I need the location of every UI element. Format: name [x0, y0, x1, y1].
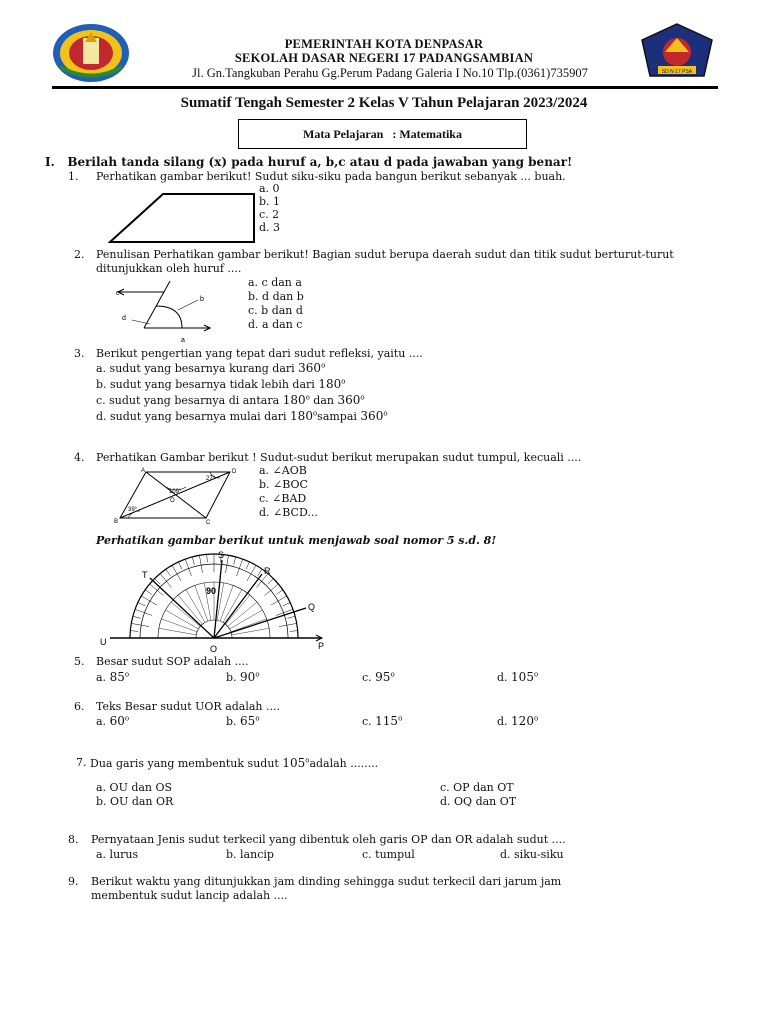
right-logo-text: SD N 17 PSA — [661, 69, 693, 75]
protractor-label-R: R — [264, 566, 271, 576]
q8-number: 8. — [68, 833, 79, 846]
q6-a-letter: a. — [96, 715, 110, 728]
q4-label-O: O — [170, 498, 175, 504]
protractor-tick — [283, 603, 290, 606]
protractor-tick — [271, 596, 287, 605]
q5-d-degree: o — [533, 670, 539, 679]
subject-box — [238, 119, 527, 149]
protractor-tick — [131, 623, 149, 626]
q3-b-value: 180 — [318, 377, 342, 391]
q5-number: 5. — [74, 655, 85, 668]
q2-angle-figure — [110, 276, 215, 344]
q6-d-letter: d. — [497, 715, 512, 728]
q6-b-letter: b. — [226, 715, 241, 728]
q4-label-D: D — [232, 469, 237, 475]
q7-text — [90, 756, 378, 770]
q6-option-a[interactable] — [96, 714, 129, 728]
protractor-label-U: U — [100, 637, 107, 647]
q6-text: Teks Besar sudut UOR adalah .... — [96, 700, 280, 713]
q5-a-degree: o — [124, 670, 130, 679]
q2-option-a[interactable]: a. c dan a — [248, 276, 302, 289]
protractor-instruction: Perhatikan gambar berikut untuk menjawab soal nomor 5 s.d. 8! — [96, 534, 497, 547]
q9-text-line2: membentuk sudut lancip adalah .... — [91, 889, 288, 902]
protractor-spoke — [178, 595, 202, 624]
q1-option-a[interactable]: a. 0 — [259, 182, 280, 195]
q7-number: 7. — [76, 756, 87, 769]
q3-text: Berikut pengertian yang tepat dari sudut refleksi, yaitu .... — [96, 347, 423, 360]
q7-option-a[interactable]: a. OU dan OS — [96, 781, 173, 794]
q2-option-c[interactable]: c. b dan d — [248, 304, 303, 317]
q4-option-d[interactable]: d. ∠BCD... — [259, 506, 318, 519]
protractor-spoke — [226, 595, 250, 624]
protractor-tick — [166, 569, 171, 576]
q3-c-text: c. sudut yang besarnya di antara — [96, 394, 283, 407]
q2-option-b[interactable]: b. d dan b — [248, 290, 304, 303]
q8-option-c[interactable]: c. tumpul — [362, 848, 415, 861]
q3-c-mid: dan — [309, 394, 338, 407]
q7-text-pre: Dua garis yang membentuk sudut — [90, 757, 283, 770]
header-line1: PEMERINTAH KOTA DENPASAR — [284, 37, 484, 51]
q3-c-value1: 180 — [282, 393, 306, 407]
protractor-label-S: S — [218, 550, 225, 560]
q7-value: 105 — [282, 756, 306, 770]
q8-option-a[interactable]: a. lurus — [96, 848, 139, 861]
q2-label-d: d — [122, 315, 126, 322]
q2-text-line2: ditunjukkan oleh huruf .... — [96, 262, 242, 275]
q7-degree: o — [305, 756, 310, 765]
q6-b-degree: o — [255, 714, 260, 723]
header-address: Jl. Gn.Tangkuban Perahu Gg.Perum Padang Galeria I No.10 Tlp.(0361)735907 — [192, 66, 588, 80]
q5-c-value: 95 — [375, 670, 391, 684]
q8-option-b[interactable]: b. lancip — [226, 848, 274, 861]
q4-parallelogram-figure — [110, 466, 240, 526]
protractor-tick — [179, 562, 182, 569]
protractor-label-T: T — [142, 570, 148, 580]
q6-b-value: 65 — [240, 714, 256, 728]
q7-text-post: adalah ........ — [309, 757, 379, 770]
q7-option-c[interactable]: c. OP dan OT — [440, 781, 514, 794]
protractor-tick — [276, 590, 283, 595]
q7-option-b[interactable]: b. OU dan OR — [96, 795, 174, 808]
q2-label-a: a — [181, 337, 185, 344]
q3-a-degree: o — [321, 361, 326, 370]
q5-text: Besar sudut SOP adalah .... — [96, 655, 249, 668]
protractor-label-O: O — [210, 644, 218, 654]
q3-b-degree: o — [341, 377, 346, 386]
q6-a-value: 60 — [109, 714, 125, 728]
q1-text: Perhatikan gambar berikut! Sudut siku-siku pada bangun berikut sebanyak ... buah. — [96, 170, 566, 183]
q6-d-degree: o — [533, 714, 539, 723]
q5-b-degree: o — [255, 670, 260, 679]
q3-d-value2: 360 — [360, 409, 384, 423]
q2-text-line1: Penulisan Perhatikan gambar berikut! Bagian sudut berupa daerah sudut dan titik sudut berturut-turut — [96, 248, 674, 261]
q3-d-degree2: o — [383, 409, 388, 418]
protractor-tick — [279, 623, 297, 626]
protractor-tick — [247, 565, 256, 581]
protractor-tick — [199, 555, 202, 573]
q6-option-d[interactable] — [497, 714, 538, 728]
q4-angle-109: 109° — [169, 489, 182, 495]
q3-a-value: 360 — [298, 361, 322, 375]
q4-angle-27: 27° — [206, 476, 216, 482]
q6-c-value: 115 — [375, 714, 399, 728]
protractor-tick — [133, 616, 141, 618]
q3-option-d[interactable] — [96, 409, 388, 423]
protractor-spoke — [159, 628, 196, 635]
page-title: Sumatif Tengah Semester 2 Kelas V Tahun Pelajaran 2023/2024 — [180, 95, 588, 111]
header-line2: SEKOLAH DASAR NEGERI 17 PADANGSAMBIAN — [234, 51, 534, 65]
q5-option-d[interactable] — [497, 670, 538, 684]
q1-number: 1. — [68, 170, 79, 183]
q8-option-d[interactable]: d. siku-siku — [500, 848, 564, 861]
q5-b-letter: b. — [226, 671, 241, 684]
q4-label-C: C — [206, 520, 211, 526]
q9-text-line1: Berikut waktu yang ditunjukkan jam dinding sehingga sudut terkecil dari jarum jam — [91, 875, 562, 888]
protractor-tick — [141, 596, 157, 605]
q1-option-b[interactable]: b. 1 — [259, 195, 281, 208]
protractor-label-Q: Q — [308, 602, 316, 612]
q6-a-degree: o — [124, 714, 130, 723]
protractor-tick — [192, 557, 194, 565]
q6-number: 6. — [74, 700, 85, 713]
q5-option-a[interactable] — [96, 670, 129, 684]
q4-text: Perhatikan Gambar berikut ! Sudut-sudut berikut merupakan sudut tumpul, kecuali .... — [96, 451, 582, 464]
q1-trapezoid-figure — [108, 190, 258, 246]
q3-d-text: d. sudut yang besarnya mulai dari — [96, 410, 291, 423]
protractor-tick — [138, 603, 145, 606]
q2-option-d[interactable]: d. a dan c — [248, 318, 303, 331]
q4-option-a[interactable]: a. ∠AOB — [259, 464, 307, 477]
q3-a-text: a. sudut yang besarnya kurang dari — [96, 362, 299, 375]
q5-c-degree: o — [390, 670, 395, 679]
q7-option-d[interactable]: d. OQ dan OT — [440, 795, 517, 808]
q2-label-b: b — [200, 296, 204, 303]
q4-label-A: A — [141, 468, 146, 474]
q6-option-c[interactable] — [362, 714, 402, 728]
q2-number: 2. — [74, 248, 85, 261]
q1-option-d[interactable]: d. 3 — [259, 221, 281, 234]
q5-d-letter: d. — [497, 671, 512, 684]
protractor-tick — [145, 590, 152, 595]
q5-option-c[interactable] — [362, 670, 395, 684]
q5-d-value: 105 — [511, 670, 534, 684]
q3-d-mid: sampai — [317, 410, 361, 423]
q6-c-letter: c. — [362, 715, 376, 728]
q3-b-text: b. sudut yang besarnya tidak lebih dari — [96, 378, 319, 391]
protractor-spoke — [171, 602, 200, 626]
q5-option-b[interactable] — [226, 670, 260, 684]
q3-c-value2: 360 — [337, 393, 361, 407]
q3-option-b[interactable] — [96, 377, 345, 391]
q1-option-c[interactable]: c. 2 — [259, 208, 280, 221]
q3-option-a[interactable] — [96, 361, 325, 375]
protractor-figure — [100, 548, 330, 656]
q3-c-degree2: o — [360, 393, 365, 402]
protractor-tick — [234, 557, 236, 565]
q3-c-degree1: o — [305, 393, 310, 402]
q3-d-degree1: o — [312, 409, 318, 418]
q3-d-value1: 180 — [290, 409, 313, 423]
q3-number: 3. — [74, 347, 85, 360]
protractor-tick — [225, 555, 228, 573]
q5-b-value: 90 — [240, 670, 256, 684]
q4-angle-39: 39° — [128, 507, 138, 513]
subject-label: Mata Pelajaran : Matematika — [303, 126, 462, 141]
q4-option-c[interactable]: c. ∠BAD — [259, 492, 307, 505]
q4-number: 4. — [74, 451, 85, 464]
header-rule — [52, 86, 718, 89]
protractor-tick — [246, 562, 249, 569]
protractor-tick — [268, 579, 274, 585]
q4-label-B: B — [114, 519, 119, 525]
q9-number: 9. — [68, 875, 79, 888]
section-instruction: I. Berilah tanda silang (x) pada huruf a, b,c atau d pada jawaban yang benar! — [45, 155, 573, 169]
protractor-spoke — [232, 628, 269, 635]
q8-text: Pernyataan Jenis sudut terkecil yang dibentuk oleh garis OP dan OR adalah sudut .... — [91, 833, 566, 846]
protractor-label-P: P — [318, 641, 325, 651]
q5-a-letter: a. — [96, 671, 110, 684]
protractor-tick — [130, 631, 138, 632]
q6-option-b[interactable] — [226, 714, 260, 728]
protractor-tick — [207, 554, 208, 562]
protractor-tick — [172, 565, 181, 581]
q6-c-degree: o — [398, 714, 403, 723]
protractor-mid-label: 90 — [206, 586, 217, 596]
q3-option-c[interactable] — [96, 393, 365, 407]
q2-label-c: c — [116, 290, 120, 297]
q6-d-value: 120 — [511, 714, 534, 728]
q5-a-value: 85 — [109, 670, 125, 684]
q4-option-b[interactable]: b. ∠BOC — [259, 478, 308, 491]
q5-c-letter: c. — [362, 671, 376, 684]
protractor-tick — [290, 631, 298, 632]
protractor-tick — [287, 616, 295, 618]
